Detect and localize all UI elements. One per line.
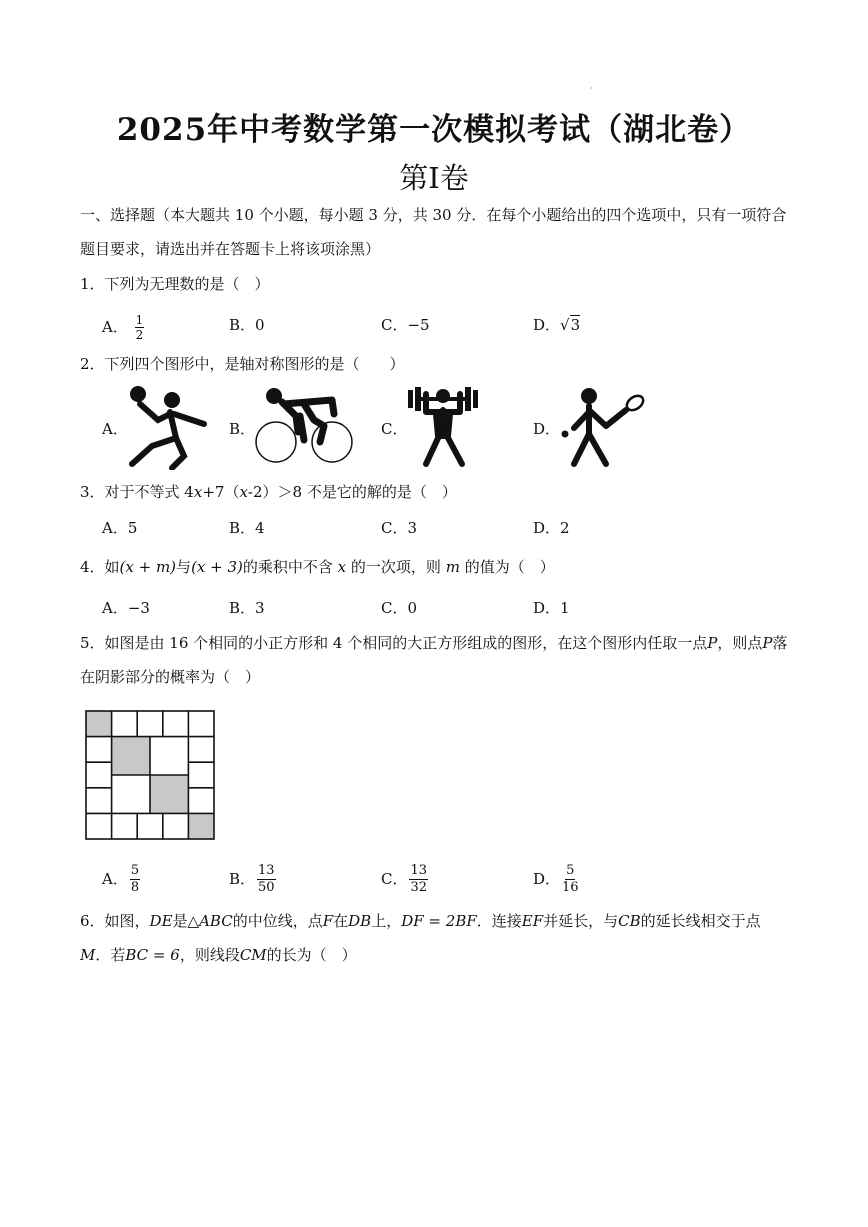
math-var: P (707, 634, 718, 652)
q2-option-a-label: A． (102, 420, 128, 438)
fraction (135, 313, 145, 342)
q4-option-c (381, 598, 417, 618)
q1-option-a (102, 313, 144, 342)
q1-option-d (533, 315, 580, 335)
q5-stem-part: ，则点 (717, 634, 763, 652)
option-value: −3 (127, 599, 150, 617)
q2-option-d-label: D． (533, 420, 561, 438)
fraction-numerator: 5 (566, 863, 575, 878)
fraction (257, 863, 276, 896)
math-expression: (x + 3) (191, 558, 243, 576)
q6-stem-part: ，则线段 (179, 946, 240, 964)
option-label: B． (229, 519, 256, 537)
q6-stem-part: ．连接 (476, 912, 522, 930)
q6-stem-part: 在 (333, 912, 349, 930)
option-value: 3 (255, 599, 265, 617)
option-value: 5 (127, 519, 138, 537)
weightlifter-icon (406, 384, 480, 470)
option-label: A． (102, 869, 128, 888)
q3-stem-part: 3．对于不等式 4 (80, 483, 194, 501)
q4-stem-part: 的乘积中不含 (242, 558, 333, 576)
q5-stem-line2: 在阴影部分的概率为（ ） (80, 668, 261, 686)
q6-stem-part: 的长为（ ） (266, 946, 357, 964)
option-label: B． (229, 316, 256, 334)
q2-stem: 2．下列四个图形中，是轴对称图形的是（ ） (80, 355, 405, 373)
q5-grid-figure (84, 709, 218, 843)
q4-stem (80, 557, 555, 577)
fraction-denominator: 2 (135, 328, 144, 342)
fraction (130, 863, 140, 896)
q4-stem-part: 的值为（ ） (464, 558, 555, 576)
option-label: A． (102, 317, 128, 336)
math-expression: BC = 6 (125, 946, 180, 964)
fraction (409, 863, 428, 896)
q3-option-a (102, 518, 137, 538)
option-label: D． (533, 519, 561, 537)
option-value: 0 (255, 316, 265, 334)
sqrt-sign: √ (560, 316, 570, 334)
option-value: 0 (407, 599, 418, 617)
q5-option-b (229, 863, 276, 896)
q5-stem-line1 (80, 633, 787, 653)
fraction-denominator: 16 (562, 880, 579, 895)
math-var: m (445, 558, 460, 576)
option-value: −5 (407, 316, 430, 334)
q6-stem-part: 并延长，与 (543, 912, 619, 930)
q6-stem-line2 (80, 945, 357, 965)
fraction-numerator: 13 (258, 863, 275, 878)
fraction (562, 863, 579, 896)
option-label: C． (381, 316, 408, 334)
fraction-denominator: 50 (258, 880, 275, 895)
fraction-denominator: 32 (410, 880, 428, 895)
q5-option-a (102, 863, 140, 896)
fraction-numerator: 5 (130, 863, 140, 878)
option-value: 4 (255, 519, 265, 537)
option-label: C． (381, 519, 408, 537)
option-label: A． (102, 519, 128, 537)
math-var: F (322, 912, 334, 930)
q2-option-c-label: C． (381, 420, 408, 438)
math-var: P (762, 634, 773, 652)
q6-stem-part: 的延长线相交于点 (640, 912, 761, 930)
q4-stem-part: 4．如 (80, 558, 120, 576)
q3-option-c (381, 518, 417, 538)
q1-option-b (229, 315, 265, 335)
fraction-numerator: 13 (410, 863, 428, 878)
option-label: B． (229, 599, 256, 617)
math-var: x (337, 558, 347, 576)
math-var: CM (239, 946, 267, 964)
option-label: D． (533, 869, 561, 888)
q1-option-c (381, 315, 430, 335)
math-var: DE (149, 912, 173, 930)
q4-option-b (229, 598, 265, 618)
fraction-denominator: 8 (130, 880, 140, 895)
fraction-numerator: 1 (135, 313, 144, 327)
q5-stem-part: 5．如图是由 16 个相同的小正方形和 4 个相同的大正方形组成的图形，在这个图形内任取一点 (80, 634, 708, 652)
q6-stem-part: ．若 (95, 946, 126, 964)
volleyball-player-icon (122, 384, 212, 470)
math-var: EF (521, 912, 544, 930)
q3-option-b (229, 518, 265, 538)
math-expression: DF = 2BF (401, 912, 477, 930)
q5-option-d (533, 863, 579, 896)
option-label: A． (102, 599, 128, 617)
q3-option-d (533, 518, 570, 538)
math-var: DB (348, 912, 372, 930)
page-dot: · (590, 84, 593, 93)
option-value: 2 (560, 519, 570, 537)
math-expression: (x + m) (119, 558, 177, 576)
q4-option-d (533, 598, 570, 618)
math-var: M (80, 946, 96, 964)
q4-stem-part: 与 (176, 558, 192, 576)
option-value: 3 (407, 519, 418, 537)
option-label: C． (381, 599, 408, 617)
math-var: CB (618, 912, 641, 930)
sqrt-radicand: 3 (570, 316, 581, 334)
page-subtitle: 第I卷 (399, 161, 469, 195)
q2-option-b-label: B． (229, 420, 256, 438)
q6-stem-part: 的中位线，点 (232, 912, 323, 930)
q4-stem-part: 的一次项，则 (350, 558, 441, 576)
q6-stem-part: 上， (371, 912, 402, 930)
section-instructions-line2: 题目要求，请选出并在答题卡上将该项涂黑） (80, 240, 381, 258)
math-var: ABC (199, 912, 233, 930)
q5-option-c (381, 863, 428, 896)
q6-stem-line1 (80, 911, 761, 931)
cyclist-icon (254, 386, 356, 466)
square-root (560, 315, 580, 335)
q5-stem-part: 落 (772, 634, 788, 652)
q3-stem-part: +7（ (202, 483, 240, 501)
option-label: D． (533, 599, 561, 617)
section-instructions-line1: 一、选择题（本大题共 10 个小题，每小题 3 分，共 30 分．在每个小题给出的四个选项中，只有一项符合 (80, 206, 787, 224)
option-value: 1 (560, 599, 570, 617)
math-var: x (193, 483, 203, 501)
option-label: B． (229, 869, 256, 888)
q6-stem-part: 6．如图， (80, 912, 150, 930)
q3-stem (80, 482, 457, 502)
q1-stem: 1．下列为无理数的是（ ） (80, 275, 270, 293)
option-label: D． (533, 316, 561, 334)
badminton-player-icon (558, 386, 648, 470)
page-title: 2025年中考数学第一次模拟考试（湖北卷） (116, 112, 752, 148)
math-var: x (239, 483, 248, 501)
q3-stem-part: -2）＞8 不是它的解的是（ ） (247, 483, 457, 501)
q6-stem-part: 是△ (172, 912, 200, 930)
option-label: C． (381, 869, 408, 888)
q4-option-a (102, 598, 150, 618)
